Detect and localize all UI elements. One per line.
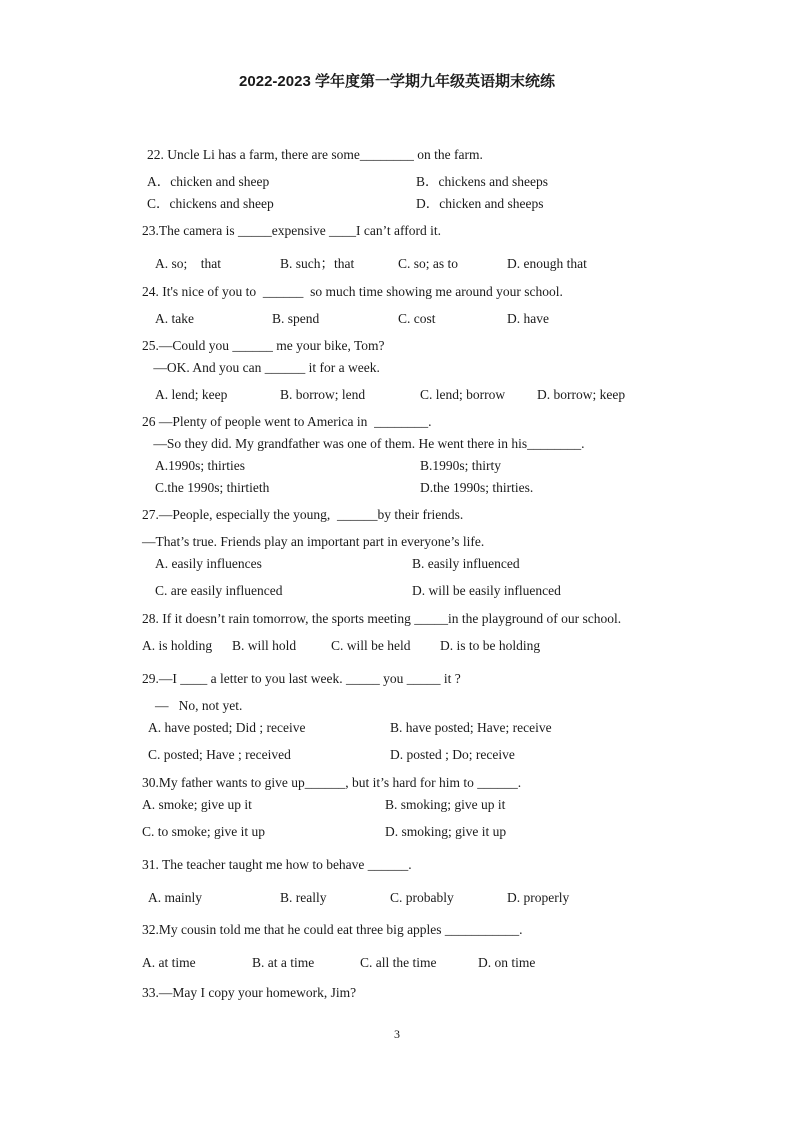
option-30-b: B. smoking; give up it xyxy=(385,797,506,812)
question-22-stem: 22. Uncle Li has a farm, there are some________ on the farm. xyxy=(147,147,483,162)
question-27-stem: 27.—People, especially the young, ______by their friends. xyxy=(142,507,464,522)
question-26-reply: —So they did. My grandfather was one of them. He went there in his________. xyxy=(150,436,585,451)
option-22-a: A．chicken and sheep xyxy=(147,174,270,189)
option-29-c: C. posted; Have ; received xyxy=(148,747,291,762)
option-27-b: B. easily influenced xyxy=(412,556,520,571)
option-30-d: D. smoking; give it up xyxy=(385,824,507,839)
option-29-b: B. have posted; Have; receive xyxy=(390,720,552,735)
option-31-a: A. mainly xyxy=(148,890,202,905)
option-23-c: C. so; as to xyxy=(398,256,459,271)
page-title: 2022-2023 学年度第一学期九年级英语期末统练 xyxy=(239,73,555,90)
option-24-c: C. cost xyxy=(398,311,436,326)
question-28-stem: 28. If it doesn’t rain tomorrow, the sports meeting _____in the playground of our school. xyxy=(142,611,622,626)
option-22-b: B．chickens and sheeps xyxy=(416,174,548,189)
option-32-a: A. at time xyxy=(142,955,196,970)
question-29-stem: 29.—I ____ a letter to you last week. _____ you _____ it ? xyxy=(142,671,461,686)
question-24-stem: 24. It's nice of you to ______ so much time showing me around your school. xyxy=(142,284,563,299)
option-28-a: A. is holding xyxy=(142,638,213,653)
option-26-c: C.the 1990s; thirtieth xyxy=(155,480,270,495)
option-27-a: A. easily influences xyxy=(155,556,262,571)
option-25-d: D. borrow; keep xyxy=(537,387,626,402)
option-30-c: C. to smoke; give it up xyxy=(142,824,265,839)
option-32-b: B. at a time xyxy=(252,955,315,970)
option-32-d: D. on time xyxy=(478,955,536,970)
option-28-c: C. will be held xyxy=(331,638,411,653)
question-23-stem: 23.The camera is _____expensive ____I can’t afford it. xyxy=(142,223,442,238)
option-31-b: B. really xyxy=(280,890,327,905)
option-31-c: C. probably xyxy=(390,890,454,905)
option-23-b: B. such；that xyxy=(280,256,355,271)
option-23-d: D. enough that xyxy=(507,256,587,271)
option-26-a: A.1990s; thirties xyxy=(155,458,245,473)
question-27-reply: —That’s true. Friends play an important part in everyone’s life. xyxy=(142,534,485,549)
question-29-reply: — No, not yet. xyxy=(155,698,243,713)
question-25-reply: —OK. And you can ______ it for a week. xyxy=(150,360,380,375)
option-24-a: A. take xyxy=(155,311,194,326)
option-23-a: A. so; that xyxy=(155,256,221,271)
option-26-d: D.the 1990s; thirties. xyxy=(420,480,534,495)
question-31-stem: 31. The teacher taught me how to behave ______. xyxy=(142,857,412,872)
option-32-c: C. all the time xyxy=(360,955,437,970)
option-29-a: A. have posted; Did ; receive xyxy=(148,720,306,735)
question-32-stem: 32.My cousin told me that he could eat three big apples ___________. xyxy=(142,922,523,937)
option-25-b: B. borrow; lend xyxy=(280,387,366,402)
question-25-stem: 25.—Could you ______ me your bike, Tom? xyxy=(142,338,385,353)
question-33-stem: 33.—May I copy your homework, Jim? xyxy=(142,985,357,1000)
page-number: 3 xyxy=(394,1027,400,1041)
option-27-d: D. will be easily influenced xyxy=(412,583,561,598)
question-26-stem: 26 —Plenty of people went to America in ________. xyxy=(142,414,432,429)
option-29-d: D. posted ; Do; receive xyxy=(390,747,515,762)
option-30-a: A. smoke; give up it xyxy=(142,797,252,812)
option-24-b: B. spend xyxy=(272,311,320,326)
option-22-d: D．chicken and sheeps xyxy=(416,196,544,211)
option-25-c: C. lend; borrow xyxy=(420,387,506,402)
option-24-d: D. have xyxy=(507,311,549,326)
option-27-c: C. are easily influenced xyxy=(155,583,283,598)
option-28-b: B. will hold xyxy=(232,638,297,653)
option-25-a: A. lend; keep xyxy=(155,387,228,402)
option-22-c: C．chickens and sheep xyxy=(147,196,274,211)
question-30-stem: 30.My father wants to give up______, but it’s hard for him to ______. xyxy=(142,775,522,790)
option-28-d: D. is to be holding xyxy=(440,638,541,653)
option-26-b: B.1990s; thirty xyxy=(420,458,502,473)
option-31-d: D. properly xyxy=(507,890,570,905)
